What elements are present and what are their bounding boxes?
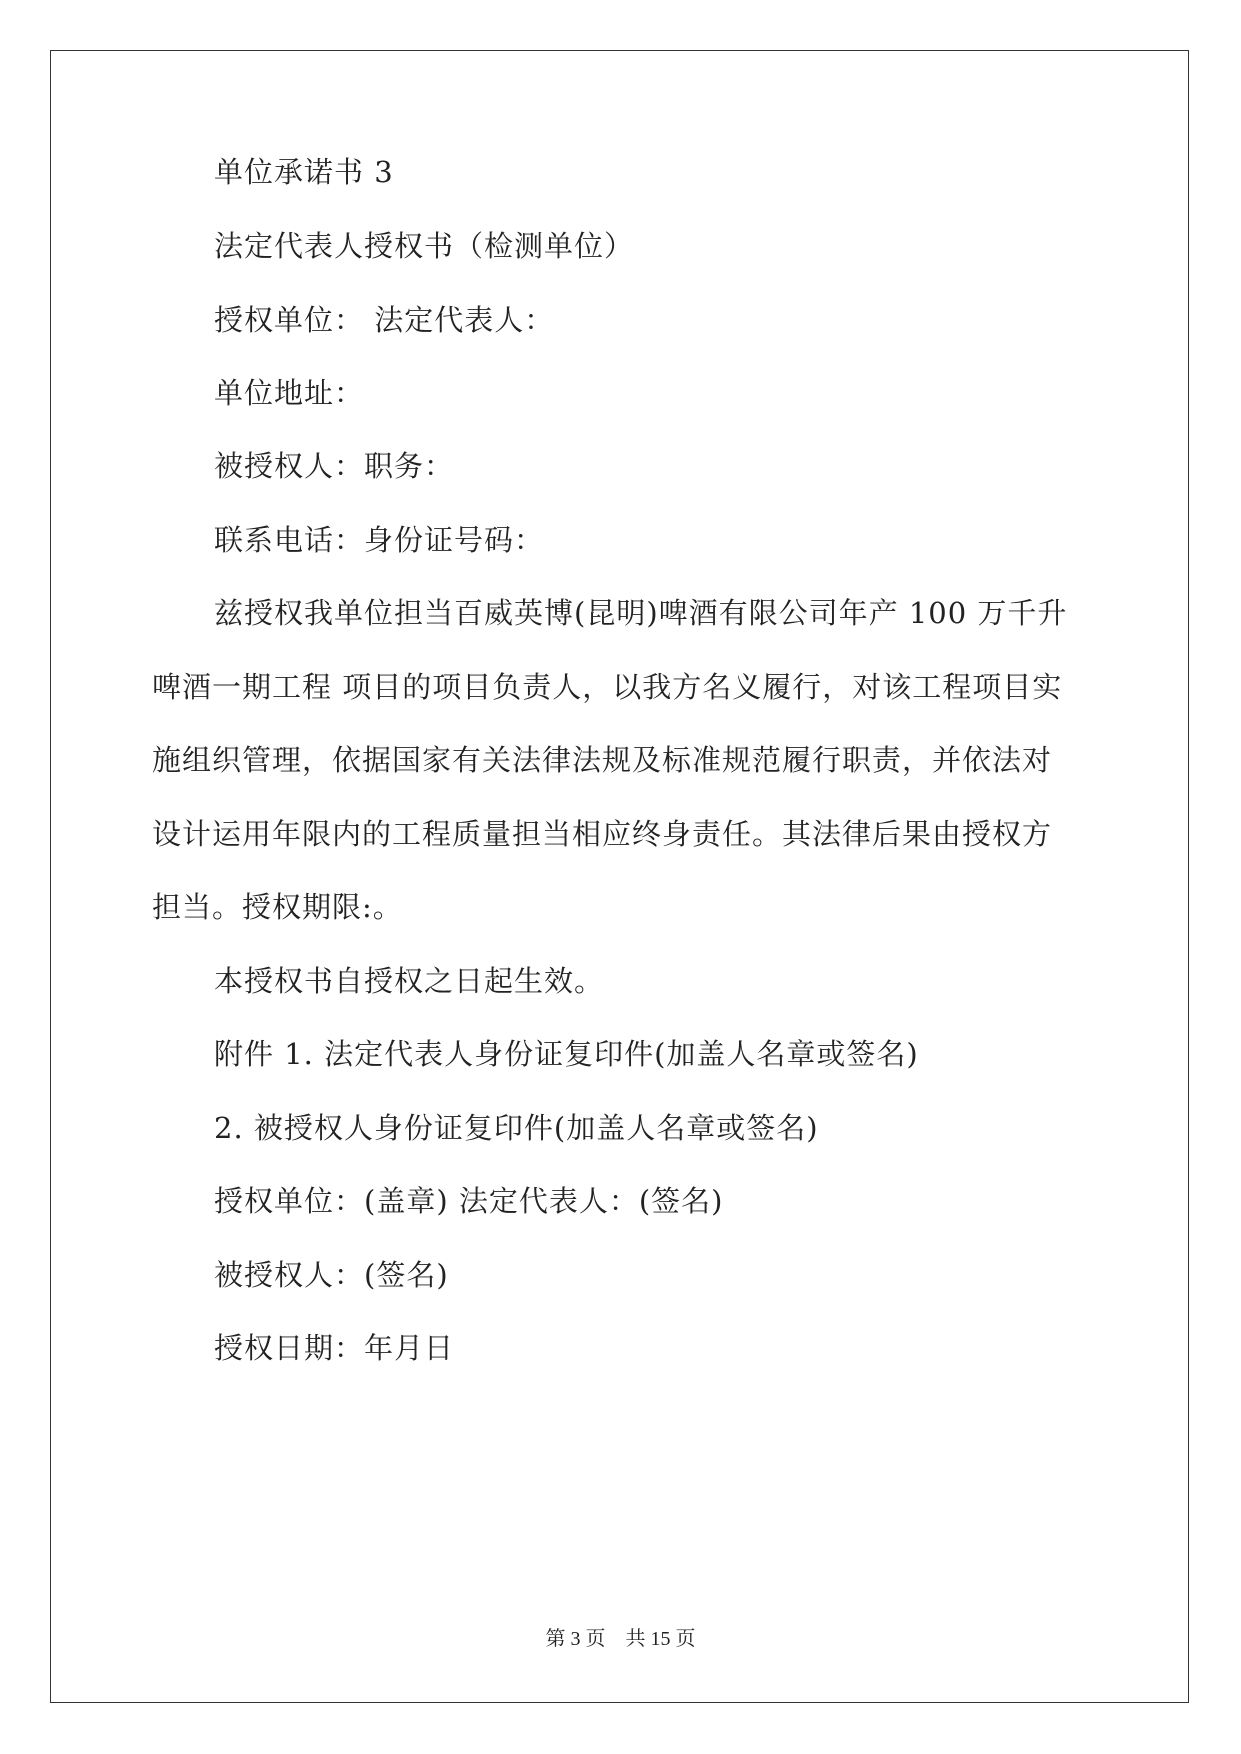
page-total: 共 15 页 xyxy=(625,1628,696,1650)
field-authorized-person: 被授权人：职务： xyxy=(214,449,455,483)
date-line: 授权日期：年月日 xyxy=(214,1331,455,1365)
body-paragraph-line: 啤酒一期工程 项目的项目负责人，以我方名义履行，对该工程项目实 xyxy=(152,670,1063,704)
section-heading: 单位承诺书 3 xyxy=(214,155,394,189)
attachment-item: 附件 1. 法定代表人身份证复印件(加盖人名章或签名) xyxy=(214,1037,919,1071)
field-unit-address: 单位地址： xyxy=(214,376,365,410)
body-paragraph-line: 设计运用年限内的工程质量担当相应终身责任。其法律后果由授权方 xyxy=(152,817,1053,851)
signature-line: 被授权人：(签名) xyxy=(214,1258,449,1292)
body-paragraph-line: 担当。授权期限:。 xyxy=(152,890,403,924)
field-contact-phone: 联系电话：身份证号码： xyxy=(214,523,545,557)
body-paragraph-line: 兹授权我单位担当百威英博(昆明)啤酒有限公司年产 100 万千升 xyxy=(214,596,1068,630)
document-title: 法定代表人授权书（检测单位） xyxy=(214,229,635,263)
field-authorizing-unit: 授权单位： 法定代表人： xyxy=(214,303,555,337)
page-number: 第 3 页 xyxy=(545,1628,606,1650)
attachment-item: 2. 被授权人身份证复印件(加盖人名章或签名) xyxy=(214,1111,819,1145)
page-footer xyxy=(0,1622,1241,1651)
signature-line: 授权单位：(盖章) 法定代表人：(签名) xyxy=(214,1184,724,1218)
page-border xyxy=(50,50,1189,1703)
effective-statement: 本授权书自授权之日起生效。 xyxy=(214,964,605,998)
body-paragraph-line: 施组织管理，依据国家有关法律法规及标准规范履行职责，并依法对 xyxy=(152,743,1053,777)
